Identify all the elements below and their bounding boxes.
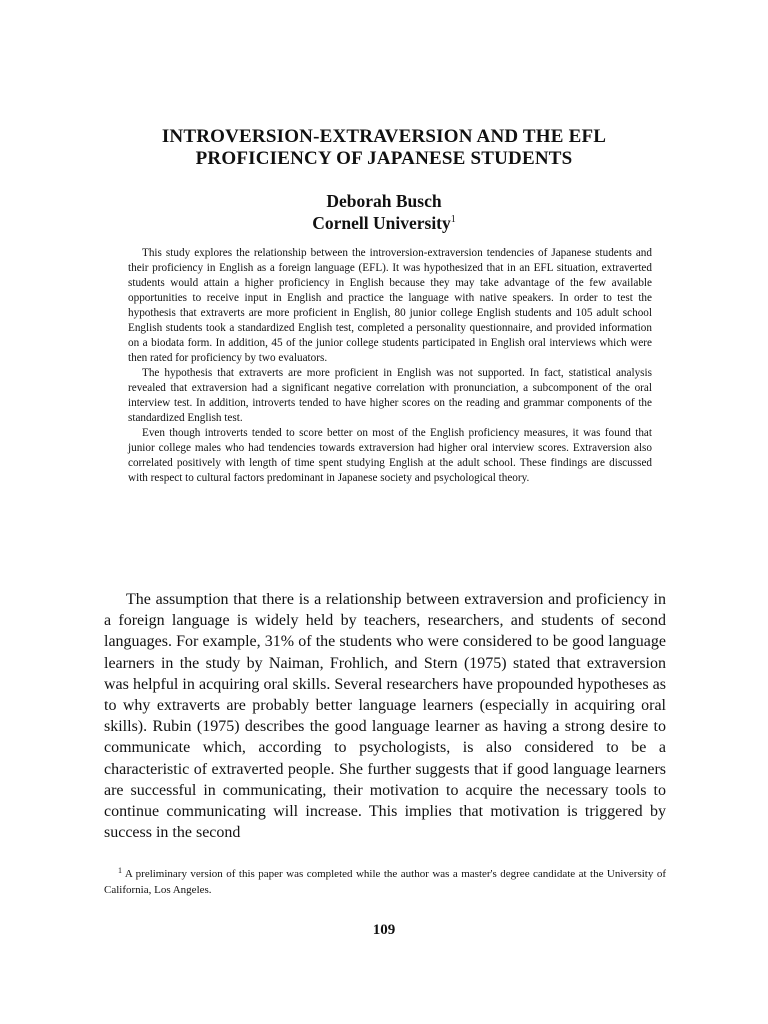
footnote [104,866,666,898]
author-name: Deborah Busch [326,191,442,211]
abstract-paragraph-1: This study explores the relationship between the introversion-extraversion tendencies of Japanese students and their proficiency in English as a foreign language (EFL). It was hypothesized that in an EFL situation, extraverted students would attain a higher proficiency in English because they may take advantage of the few available opportunities to receive input in English and practice the language with native speakers. In order to test the hypothesis that extraverts are more proficient in English, 80 junior college English students and 105 adult school English students took a standardized English test, completed a personality questionnaire, and provided information on a biodata form. In addition, 45 of the junior college students participated in English oral interviews which were then rated for proficiency by two evaluators. [128,247,652,364]
title-line-2: PROFICIENCY OF JAPANESE STUDENTS [195,148,573,169]
title-line-1: INTROVERSION-EXTRAVERSION AND THE EFL [161,126,607,147]
footnote-paragraph [104,866,666,898]
abstract-paragraph-2: The hypothesis that extraverts are more proficient in English was not supported. In fact, statistical analysis revealed that extraversion had a significant negative correlation with pronunciation, a subcomponent of the oral interview test. In addition, introverts tended to have higher scores on the reading and grammar components of the standardized English test. [128,367,652,424]
paper-title [100,126,668,170]
footnote-mark: 1 [118,866,122,875]
page-number: 109 [372,922,396,938]
author-affiliation [100,212,668,234]
body-paragraph-1: The assumption that there is a relationship between extraversion and proficiency in a foreign language is widely held by teachers, researchers, and students of second languages. For example, 31% of the students who were considered to be good language learners in the study by Naiman, Frohlich, and Stern (1975) stated that extraversion was helpful in acquiring oral skills. Several researchers have propounded hypotheses as to why extraverts are probably better language learners (especially in acquiring oral skills). Rubin (1975) describes the good language learner as having a strong desire to communicate which, according to psychologists, is also considered to be a characteristic of extraverted people. She further suggests that if good language learners are successful in communicating, their motivation to acquire the necessary tools to continue communicating will increase. This implies that motivation is triggered by success in the second [104,591,666,842]
footnote-text: A preliminary version of this paper was completed while the author was a master's degree candidate at the University of California, Los Angeles. [104,868,666,896]
body-text [104,589,666,843]
abstract [128,246,652,486]
affiliation-footnote-mark: 1 [450,214,456,225]
abstract-paragraph-3: Even though introverts tended to score better on most of the English proficiency measures, it was found that junior college males who had tendencies towards extraversion had higher oral interview scores. Extraversion also correlated positively with length of time spent studying English at the adult school. These findings are discussed with respect to cultural factors predominant in Japanese society and psychological theory. [128,427,652,484]
affiliation-text: Cornell University [312,213,451,233]
